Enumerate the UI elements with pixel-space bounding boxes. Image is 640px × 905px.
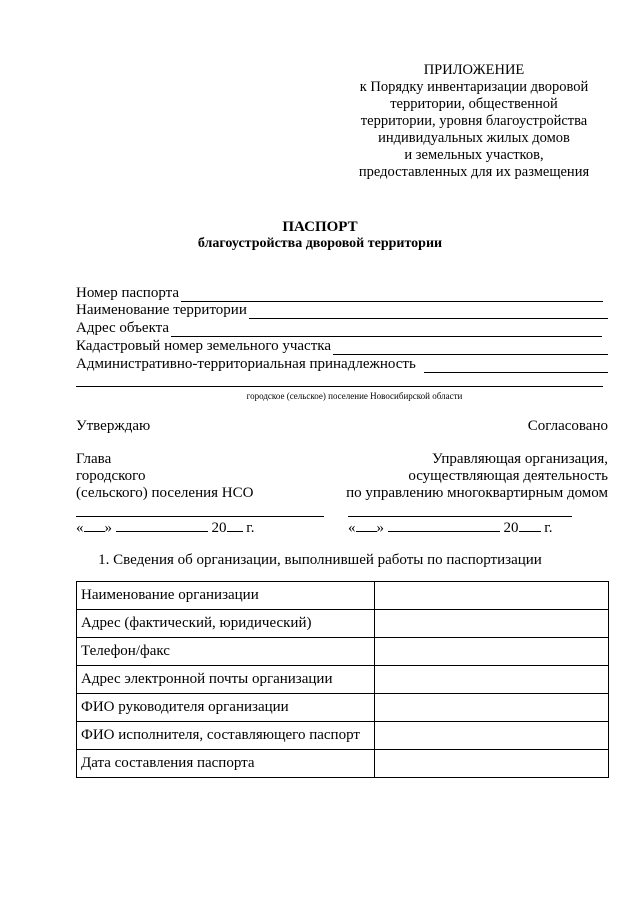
- fill-line[interactable]: [249, 304, 608, 319]
- year-blank[interactable]: [227, 518, 243, 532]
- field-label: Номер паспорта: [76, 285, 180, 301]
- appendix-line: индивидуальных жилых домов: [378, 130, 570, 146]
- administrative-affiliation-field[interactable]: [76, 356, 608, 373]
- row-value-cell[interactable]: [374, 638, 608, 666]
- document-subtitle: благоустройства дворовой территории: [197, 236, 443, 251]
- row-label: Адрес электронной почты организации: [77, 666, 375, 694]
- agreed-heading: Согласовано: [527, 418, 608, 434]
- management-org-line: осуществляющая деятельность: [408, 468, 608, 484]
- row-value-cell[interactable]: [374, 666, 608, 694]
- management-org-line: Управляющая организация,: [432, 451, 608, 467]
- document-title: ПАСПОРТ: [282, 219, 358, 235]
- territory-name-field[interactable]: [76, 302, 608, 319]
- head-title-line: (сельского) поселения НСО: [76, 485, 254, 501]
- row-value-cell[interactable]: [374, 582, 608, 610]
- quote-close: »: [376, 520, 384, 536]
- year-blank[interactable]: [519, 518, 541, 532]
- day-blank[interactable]: [356, 518, 377, 532]
- appendix-block: [340, 62, 608, 181]
- row-value-cell[interactable]: [374, 610, 608, 638]
- fill-line[interactable]: [333, 340, 608, 355]
- object-address-field[interactable]: [76, 320, 608, 337]
- fill-line[interactable]: [424, 358, 608, 373]
- year-prefix: 20: [503, 520, 519, 536]
- quote-open: «: [76, 520, 84, 536]
- day-blank[interactable]: [84, 518, 105, 532]
- table-row: [77, 694, 609, 722]
- row-value-cell[interactable]: [374, 750, 608, 778]
- fill-line[interactable]: [181, 287, 603, 302]
- table-row: [77, 666, 609, 694]
- appendix-line: ПРИЛОЖЕНИЕ: [423, 62, 525, 78]
- appendix-line: к Порядку инвентаризации дворовой: [359, 79, 589, 95]
- row-value-cell[interactable]: [374, 722, 608, 750]
- year-suffix: г.: [540, 520, 553, 536]
- settlement-caption: городское (сельское) поселение Новосибирской области: [246, 391, 463, 401]
- field-label: Наименование территории: [76, 302, 247, 318]
- appendix-line: территории, общественной: [390, 96, 558, 112]
- approve-heading: Утверждаю: [76, 418, 151, 434]
- cadastral-number-field[interactable]: [76, 338, 608, 355]
- table-row: [77, 638, 609, 666]
- appendix-line: территории, уровня благоустройства: [360, 113, 588, 129]
- table-row: [77, 722, 609, 750]
- settlement-fill-line[interactable]: [76, 386, 603, 387]
- field-label: Кадастровый номер земельного участка: [76, 338, 331, 354]
- table-row: [77, 610, 609, 638]
- section-1-title: 1. Сведения об организации, выполнившей работы по паспортизации: [98, 552, 542, 568]
- approve-signature-line[interactable]: [76, 516, 324, 517]
- appendix-line: и земельных участков,: [404, 147, 544, 163]
- head-title-line: Глава: [76, 451, 112, 467]
- field-label: Адрес объекта: [76, 320, 170, 336]
- table-row: [77, 750, 609, 778]
- row-label: ФИО руководителя организации: [77, 694, 375, 722]
- agreed-date[interactable]: [348, 518, 552, 537]
- row-label: Дата составления паспорта: [77, 750, 375, 778]
- row-label: Наименование организации: [77, 582, 375, 610]
- quote-close: »: [104, 520, 112, 536]
- table-row: [77, 582, 609, 610]
- fill-line[interactable]: [171, 322, 602, 337]
- agreed-signature-line[interactable]: [348, 516, 572, 517]
- passport-number-field[interactable]: [76, 285, 608, 302]
- approve-date[interactable]: [76, 518, 254, 537]
- row-value-cell[interactable]: [374, 694, 608, 722]
- row-label: Телефон/факс: [77, 638, 375, 666]
- appendix-line: предоставленных для их размещения: [358, 164, 590, 180]
- year-prefix: 20: [211, 520, 227, 536]
- year-suffix: г.: [242, 520, 255, 536]
- management-org-line: по управлению многоквартирным домом: [346, 485, 608, 501]
- quote-open: «: [348, 520, 356, 536]
- month-blank[interactable]: [116, 518, 208, 532]
- organization-info-table: [76, 581, 609, 778]
- row-label: ФИО исполнителя, составляющего паспорт: [77, 722, 375, 750]
- head-title-line: городского: [76, 468, 146, 484]
- month-blank[interactable]: [388, 518, 500, 532]
- field-label: Административно-территориальная принадлежность: [76, 356, 416, 372]
- row-label: Адрес (фактический, юридический): [77, 610, 375, 638]
